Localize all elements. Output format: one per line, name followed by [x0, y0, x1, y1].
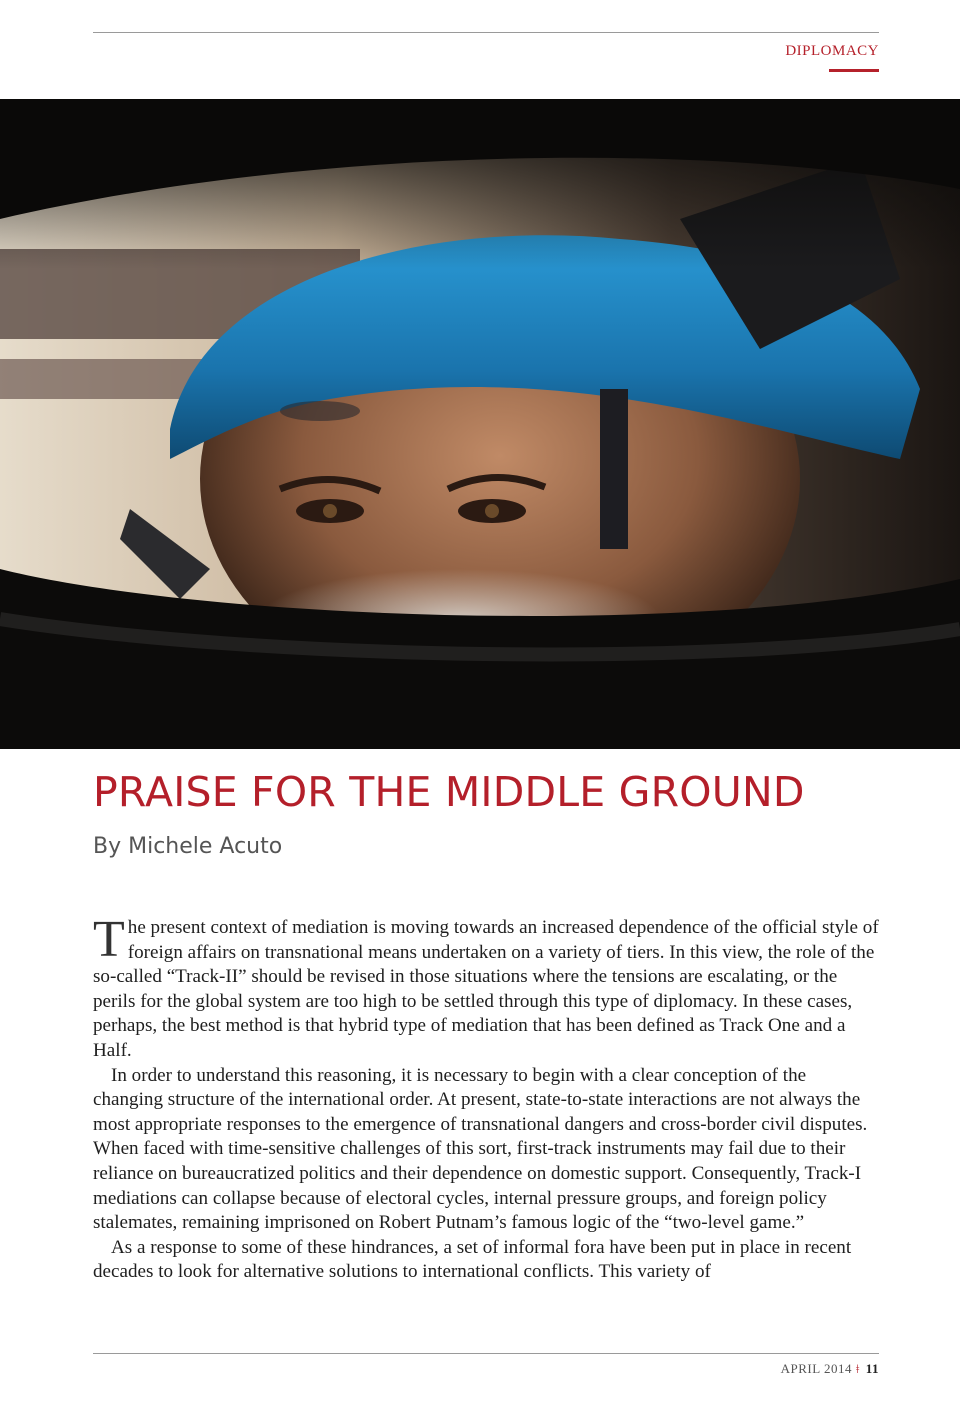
drop-cap: T: [93, 911, 125, 968]
article-body: [93, 911, 879, 1285]
top-rule: [93, 32, 879, 33]
paragraph-text: he present context of mediation is moving towards an increased dependence of the official style of foreign affairs on transnational means undertaken on a variety of tiers. In this view, the role of the so-called “Track-II” should be revised in those situations where the tensions are escalating, or the perils for the global system are too high to be settled through this type of diplomacy. In these cases, perhaps, the best method is that hybrid type of mediation that has been defined as Track One and a Half.: [93, 917, 879, 1061]
section-underline: [829, 69, 879, 72]
article-paragraph-3: As a response to some of these hindrances, a set of informal fora have been put in place in recent decades to look for alternative solutions to international conflicts. This variety of: [93, 1236, 852, 1283]
article-paragraph-2: In order to understand this reasoning, it is necessary to begin with a clear conception of the changing structure of the international order. At present, state-to-state interactions are not always the most appropriate responses to the emergence of transnational dangers and cross-border civil disputes. When faced with time-sensitive challenges of this sort, first-track instruments may fail due to their reliance on bureaucratized politics and their dependence on domestic support. Consequently, Track-I mediations can collapse because of electoral cycles, internal pressure groups, and foreign policy stalemates, remaining imprisoned on Robert Putnam’s famous logic of the “two-level game.”: [93, 1064, 868, 1234]
hero-photo-illustration: [0, 99, 960, 749]
section-label: DIPLOMACY: [785, 43, 879, 59]
page-footer: [781, 1361, 879, 1377]
footer-separator: ǂ: [855, 1361, 860, 1376]
article-title: PRAISE FOR THE MIDDLE GROUND: [93, 768, 805, 816]
issue-date: APRIL 2014: [780, 1361, 852, 1376]
page-number: 11: [865, 1361, 879, 1376]
hero-photo: [0, 99, 960, 749]
bottom-rule: [93, 1353, 879, 1354]
article-paragraph-1: [93, 911, 879, 1064]
article-byline: By Michele Acuto: [93, 834, 283, 859]
